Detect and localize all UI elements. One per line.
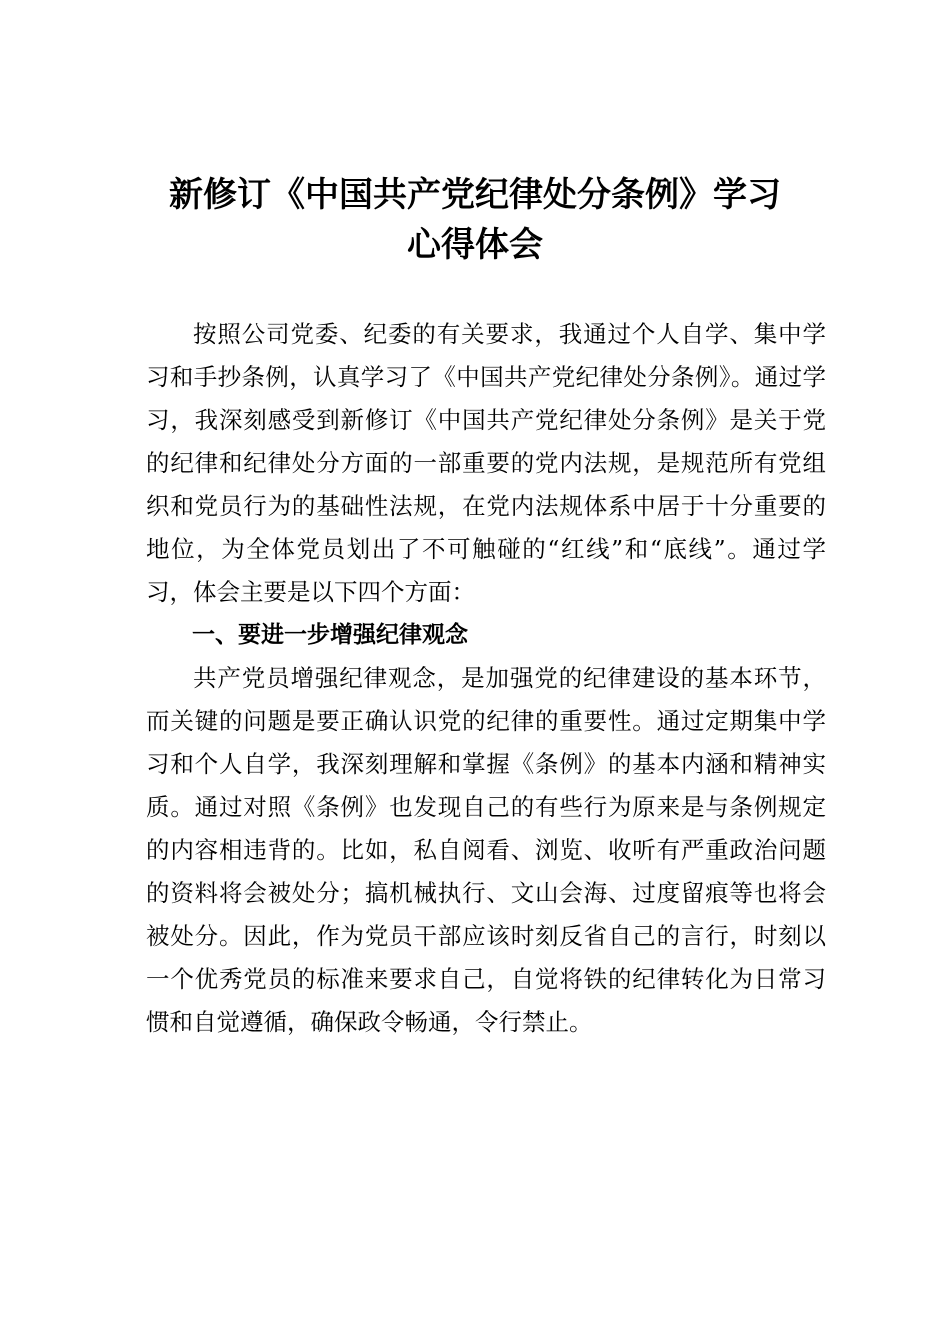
title-line-2: 心得体会 [407, 225, 543, 265]
document-title [120, 170, 830, 270]
section-paragraph: 共产党员增强纪律观念，是加强党的纪律建设的基本环节，而关键的问题是要正确认识党的纪律的重要性。通过定期集中学习和个人自学，我深刻理解和掌握《条例》的基本内涵和精神实质。通过对照《条例》也发现自己的有些行为原来是与条例规定的内容相违背的。比如，私自阅看、浏览、收听有严重政治问题的资料将会被处分；搞机械执行、文山会海、过度留痕等也将会被处分。因此，作为党员干部应该时刻反省自己的言行，时刻以一个优秀党员的标准来要求自己，自觉将铁的纪律转化为日常习惯和自觉遵循，确保政令畅通，令行禁止。 [146, 664, 826, 1036]
intro-paragraph: 按照公司党委、纪委的有关要求，我通过个人自学、集中学习和手抄条例，认真学习了《中国共产党纪律处分条例》。通过学习，我深刻感受到新修订《中国共产党纪律处分条例》是关于党的纪律和纪律处分方面的一部重要的党内法规，是规范所有党组织和党员行为的基础性法规，在党内法规体系中居于十分重要的地位，为全体党员划出了不可触碰的“红线”和“底线”。通过学习，体会主要是以下四个方面： [146, 320, 826, 606]
document-body [146, 313, 826, 1044]
section-heading: 一、要进一步增强纪律观念 [192, 622, 468, 648]
title-line-1: 新修订《中国共产党纪律处分条例》学习 [169, 175, 781, 215]
